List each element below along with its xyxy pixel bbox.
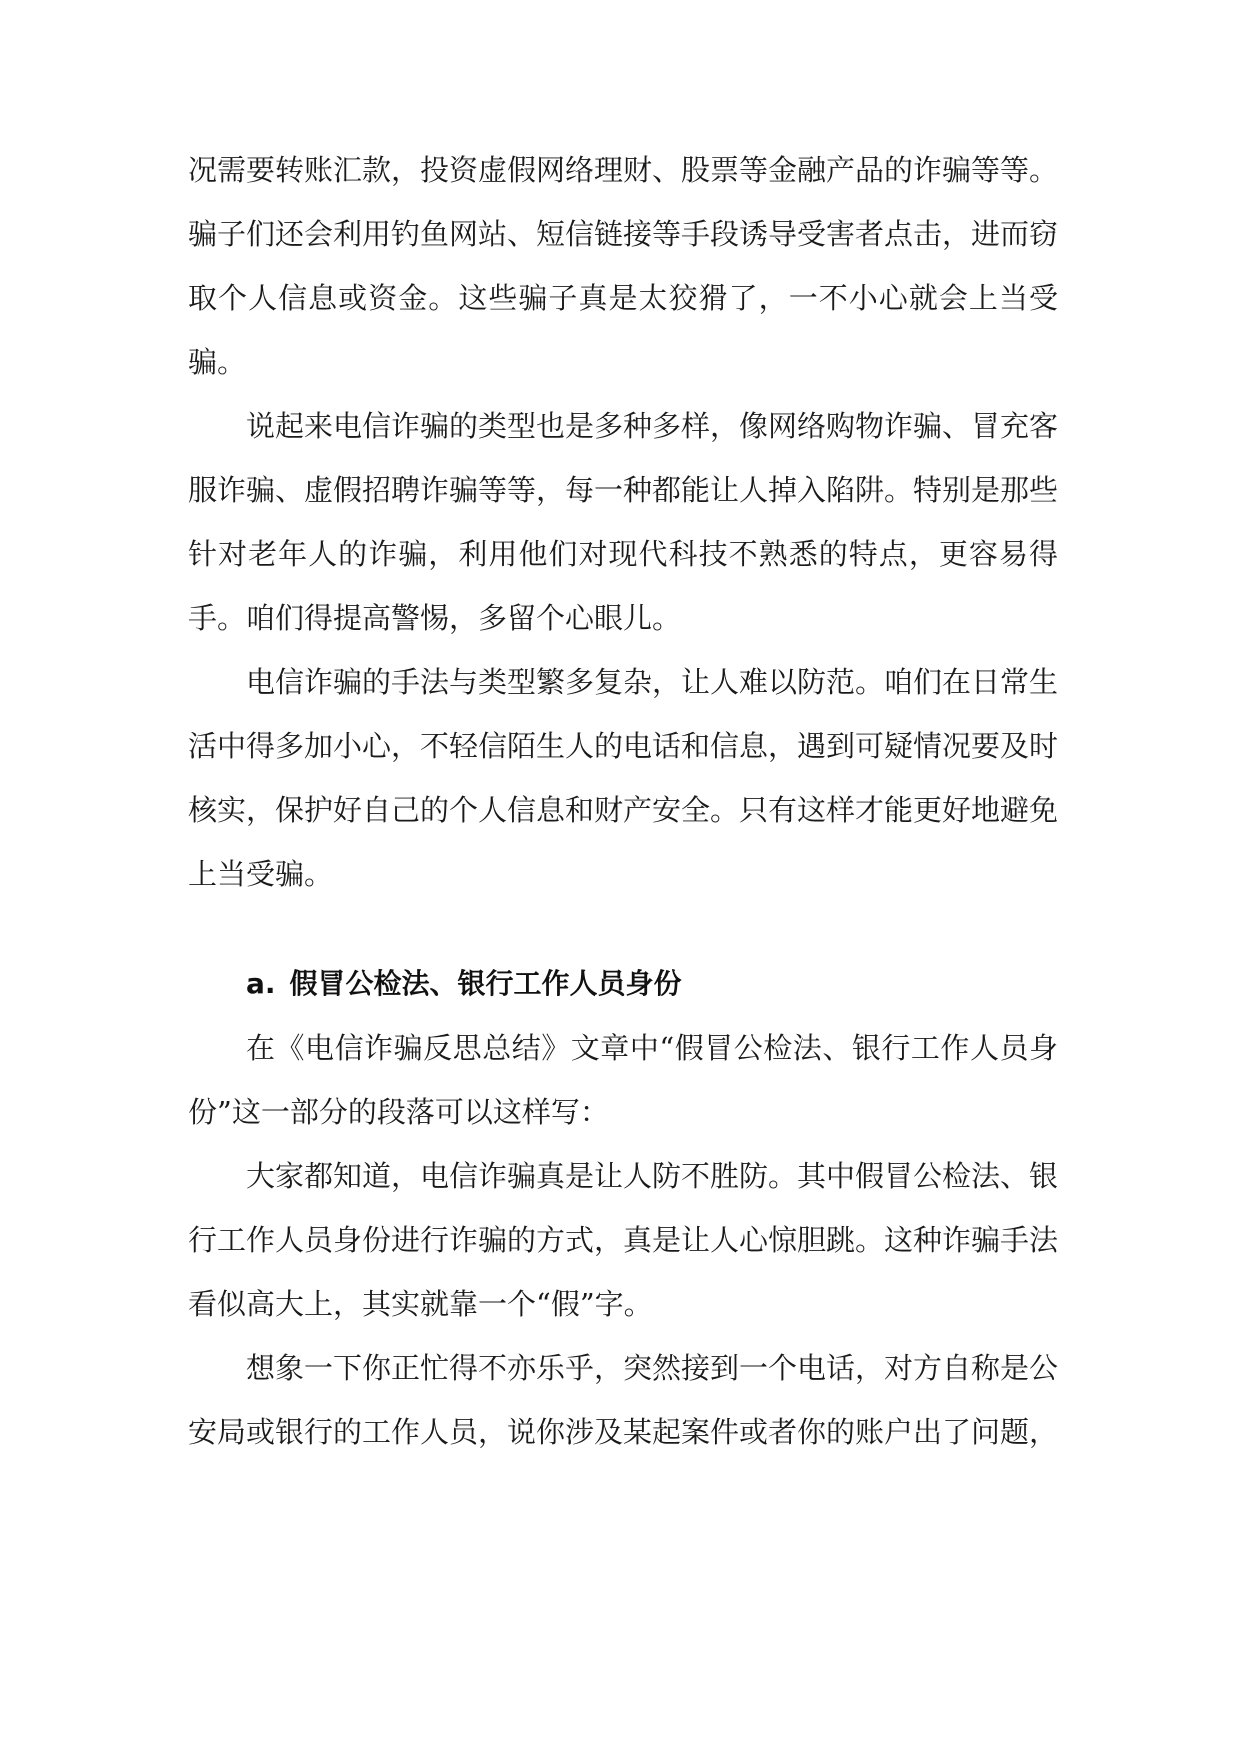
document-body: [188, 138, 1058, 1464]
paragraph-fraud-prevention: 电信诈骗的手法与类型繁多复杂，让人难以防范。咱们在日常生活中得多加小心，不轻信陌生人的电话和信息，遇到可疑情况要及时核实，保护好自己的个人信息和财产安全。只有这样才能更好地避免上当受骗。: [188, 665, 1059, 891]
paragraph-continuation: 况需要转账汇款，投资虚假网络理财、股票等金融产品的诈骗等等。骗子们还会利用钓鱼网站、短信链接等手段诱导受害者点击，进而窃取个人信息或资金。这些骗子真是太狡猾了，一不小心就会上当受骗。: [188, 153, 1059, 379]
section-heading: [188, 952, 1058, 1016]
paragraph-impersonation: 大家都知道，电信诈骗真是让人防不胜防。其中假冒公检法、银行工作人员身份进行诈骗的方式，真是让人心惊胆跳。这种诈骗手法看似高大上，其实就靠一个“假”字。: [188, 1159, 1059, 1321]
section-heading-text: 假冒公检法、银行工作人员身份: [289, 967, 682, 1000]
paragraph-section-intro: 在《电信诈骗反思总结》文章中“假冒公检法、银行工作人员身份”这一部分的段落可以这样写：: [188, 1031, 1058, 1129]
paragraph-scenario: 想象一下你正忙得不亦乐乎，突然接到一个电话，对方自称是公安局或银行的工作人员，说你涉及某起案件或者你的账户出了问题，: [188, 1351, 1059, 1449]
paragraph-fraud-types: 说起来电信诈骗的类型也是多种多样，像网络购物诈骗、冒充客服诈骗、虚假招聘诈骗等等，每一种都能让人掉入陷阱。特别是那些针对老年人的诈骗，利用他们对现代科技不熟悉的特点，更容易得手。咱们得提高警惕，多留个心眼儿。: [188, 409, 1059, 635]
section-heading-marker: a.: [246, 967, 276, 1000]
